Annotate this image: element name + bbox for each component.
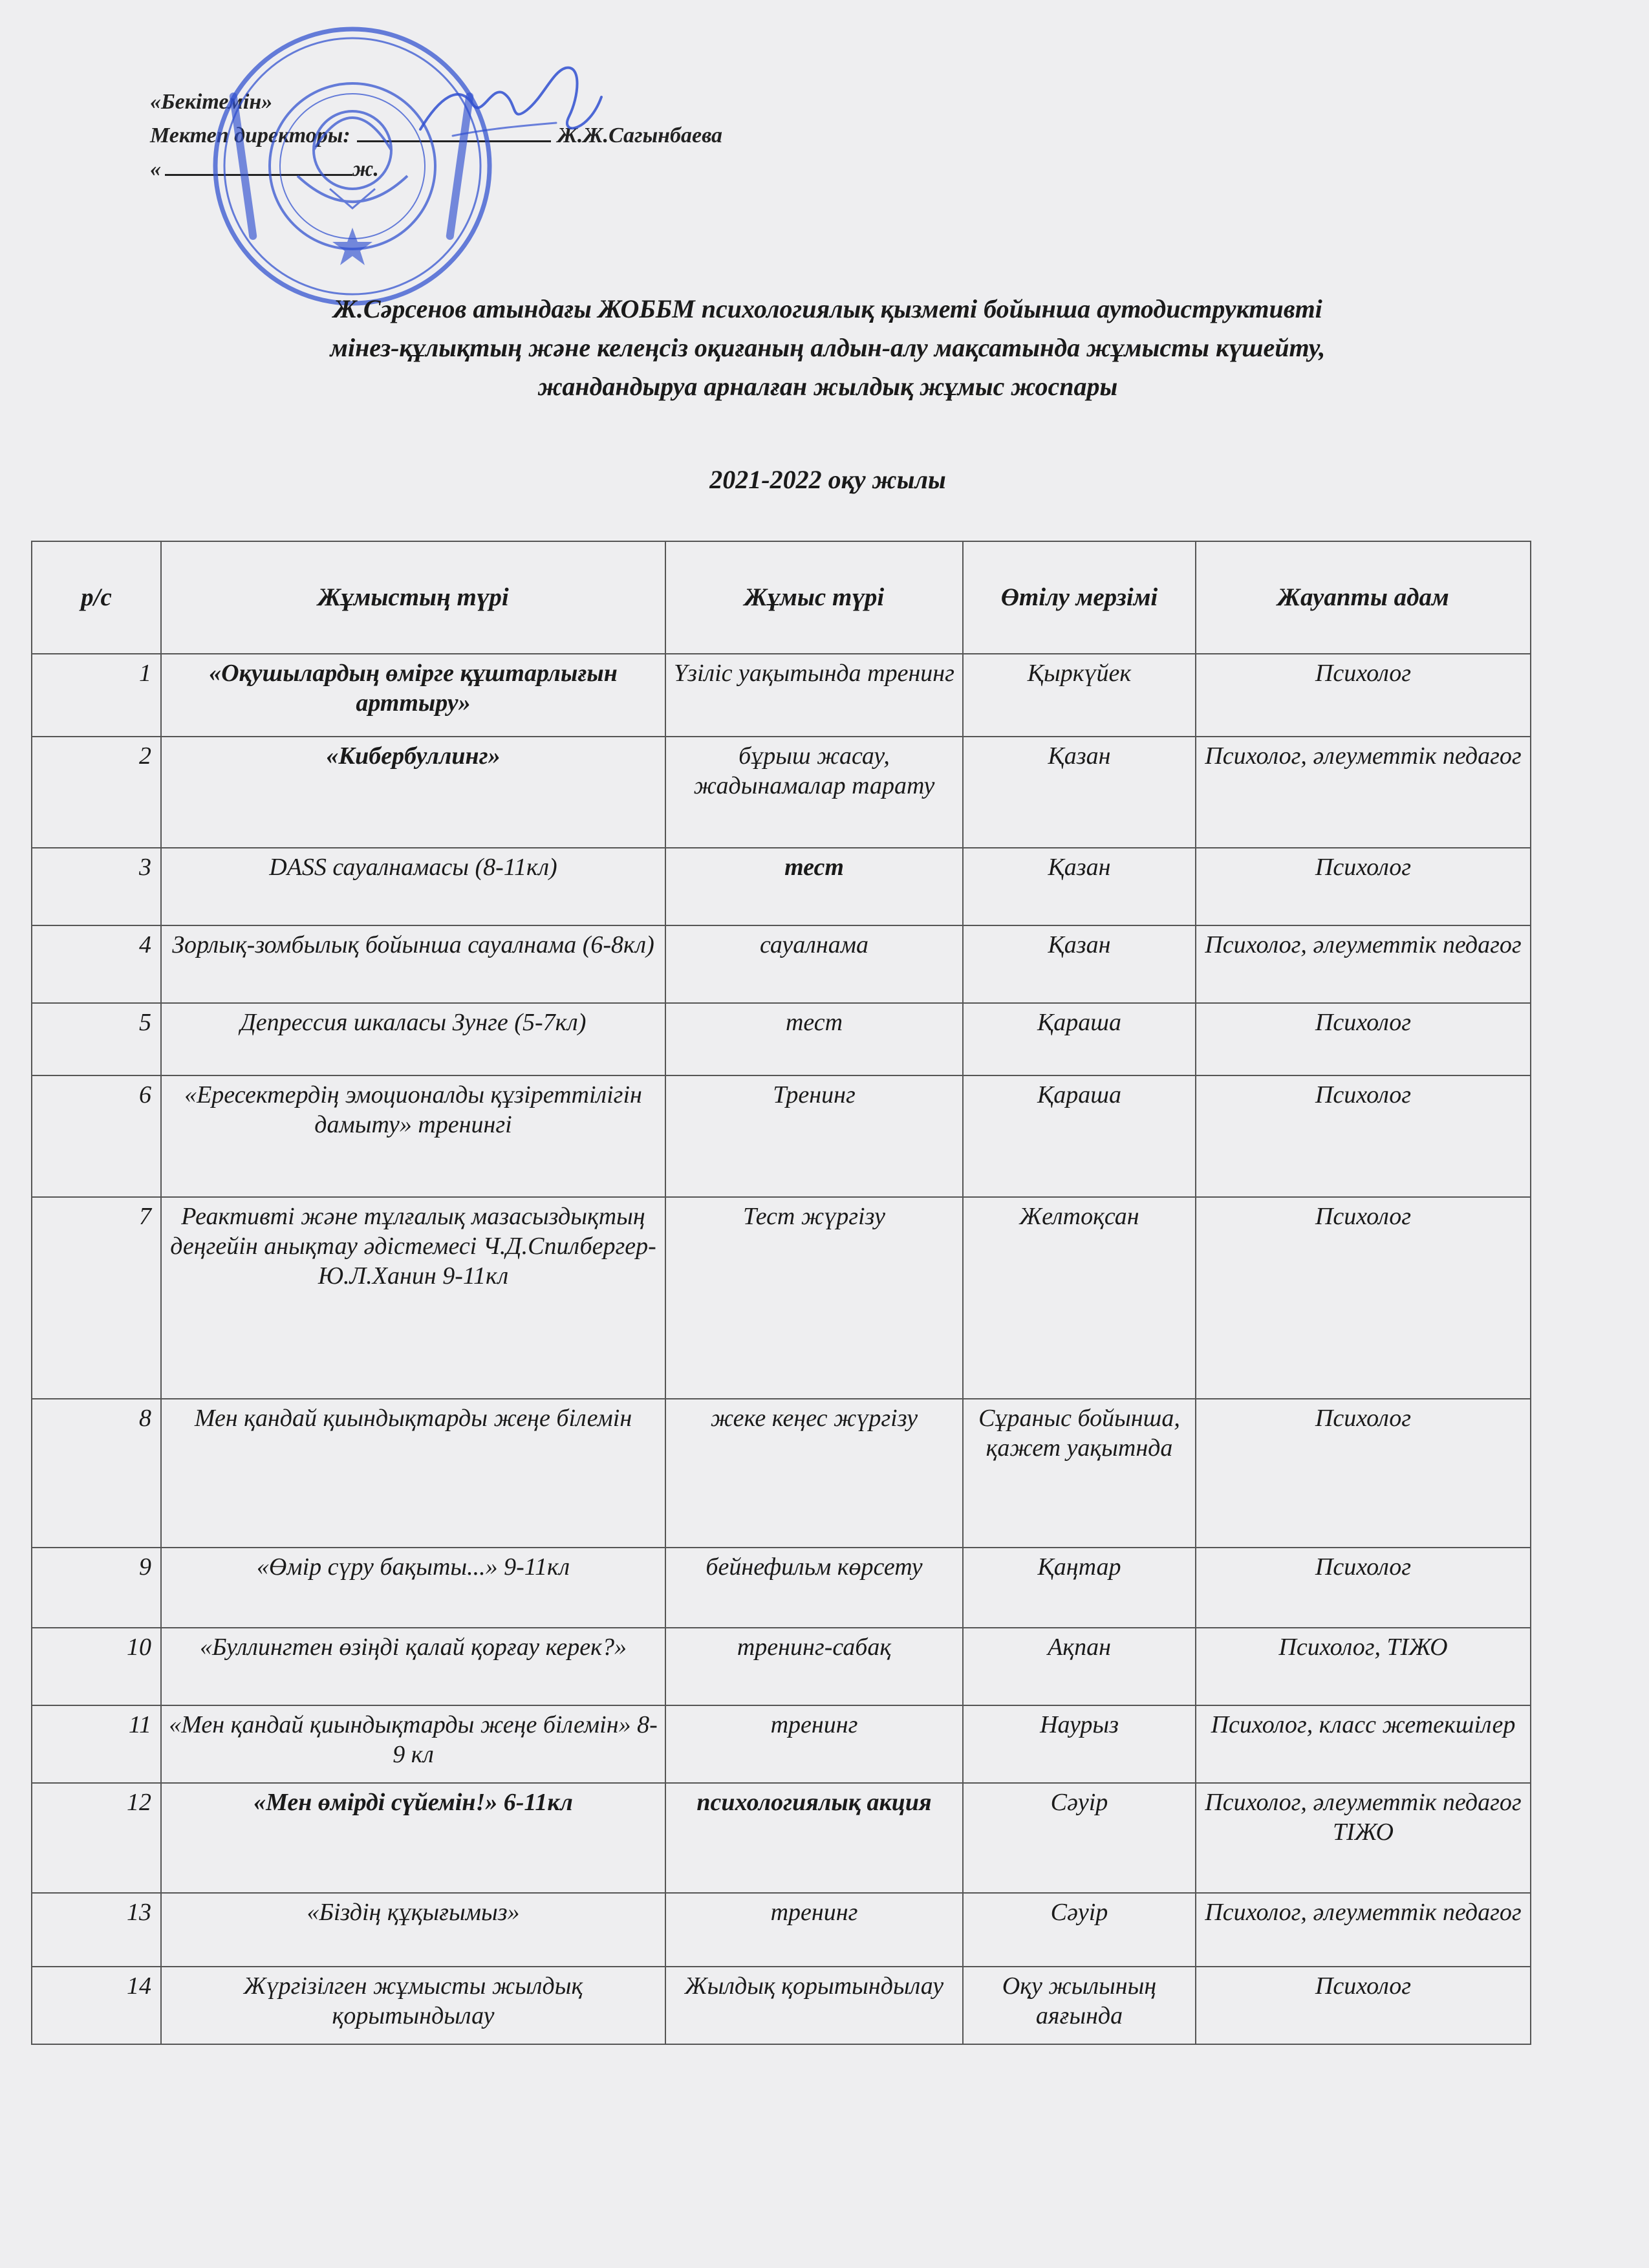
table-row — [32, 1003, 1531, 1075]
row-work-type: бұрыш жасау, жадынамалар тарату — [665, 737, 963, 848]
table-row — [32, 1967, 1531, 2044]
table-row — [32, 848, 1531, 925]
row-responsible: Психолог, әлеуметтік педагог — [1196, 1893, 1531, 1967]
row-work-type: тренинг — [665, 1893, 963, 1967]
row-work-type: бейнефильм көрсету — [665, 1548, 963, 1628]
row-number: 5 — [32, 1003, 161, 1075]
row-period: Желтоқсан — [963, 1197, 1196, 1399]
work-plan-table — [31, 541, 1531, 2045]
row-activity: Депрессия шкаласы Зунге (5-7кл) — [161, 1003, 665, 1075]
row-work-type: тест — [665, 1003, 963, 1075]
title-line-1: Ж.Сәрсенов атындағы ЖОББМ психологиялық қызметі бойынша аутодиструктивті — [333, 294, 1322, 323]
row-activity: Реактивті және тұлғалық мазасыздықтың деңгейін анықтау әдістемесі Ч.Д.Спилбергер-Ю.Л.Ханин 9-11кл — [161, 1197, 665, 1399]
table-row — [32, 1783, 1531, 1893]
row-number: 4 — [32, 925, 161, 1003]
row-work-type: жеке кеңес жүргізу — [665, 1399, 963, 1548]
row-period: Қазан — [963, 737, 1196, 848]
row-period: Қараша — [963, 1003, 1196, 1075]
row-responsible: Психолог — [1196, 654, 1531, 737]
row-activity: «Мен өмірді сүйемін!» 6-11кл — [161, 1783, 665, 1893]
row-responsible: Психолог — [1196, 1197, 1531, 1399]
table-row — [32, 1705, 1531, 1783]
row-responsible: Психолог, класс жетекшілер — [1196, 1705, 1531, 1783]
row-period: Қаңтар — [963, 1548, 1196, 1628]
handwritten-signature — [414, 58, 608, 155]
header-number: р/с — [32, 541, 161, 654]
row-number: 11 — [32, 1705, 161, 1783]
row-activity: Жүргізілген жұмысты жылдық қорытындылау — [161, 1967, 665, 2044]
row-activity: «Біздің құқығымыз» — [161, 1893, 665, 1967]
approval-heading: «Бекітемін» — [150, 90, 273, 114]
table-row — [32, 1548, 1531, 1628]
row-period: Ақпан — [963, 1628, 1196, 1705]
table-row — [32, 925, 1531, 1003]
row-period: Қазан — [963, 925, 1196, 1003]
table-row — [32, 1399, 1531, 1548]
director-name: Ж.Ж.Сагынбаева — [557, 124, 723, 147]
row-responsible: Психолог, әлеуметтік педагог ТІЖО — [1196, 1783, 1531, 1893]
row-responsible: Психолог, ТІЖО — [1196, 1628, 1531, 1705]
header-activity: Жұмыстың түрі — [161, 541, 665, 654]
row-period: Наурыз — [963, 1705, 1196, 1783]
row-responsible: Психолог — [1196, 1399, 1531, 1548]
table-row — [32, 737, 1531, 848]
row-work-type: тренинг — [665, 1705, 963, 1783]
row-responsible: Психолог — [1196, 1548, 1531, 1628]
row-period: Сәуір — [963, 1783, 1196, 1893]
table-row — [32, 1075, 1531, 1197]
header-responsible: Жауапты адам — [1196, 541, 1531, 654]
row-number: 6 — [32, 1075, 161, 1197]
row-activity: «Ересектердің эмоционалды құзіреттілігін дамыту» тренингі — [161, 1075, 665, 1197]
row-number: 12 — [32, 1783, 161, 1893]
row-activity: Зорлық-зомбылық бойынша сауалнама (6-8кл) — [161, 925, 665, 1003]
row-work-type: сауалнама — [665, 925, 963, 1003]
row-number: 14 — [32, 1967, 161, 2044]
table-header-row — [32, 541, 1531, 654]
title-line-2: мінез-құлықтың және келеңсіз оқиғаның алдын-алу мақсатында жұмысты күшейту, — [330, 333, 1326, 362]
row-work-type: Тест жүргізу — [665, 1197, 963, 1399]
row-number: 10 — [32, 1628, 161, 1705]
row-number: 1 — [32, 654, 161, 737]
row-responsible: Психолог, әлеуметтік педагог — [1196, 737, 1531, 848]
table-row — [32, 1628, 1531, 1705]
row-activity: «Буллингтен өзіңді қалай қорғау керек?» — [161, 1628, 665, 1705]
row-responsible: Психолог — [1196, 1075, 1531, 1197]
row-period: Қараша — [963, 1075, 1196, 1197]
row-work-type: Тренинг — [665, 1075, 963, 1197]
row-period: Сәуір — [963, 1893, 1196, 1967]
header-work-type: Жұмыс түрі — [665, 541, 963, 654]
row-responsible: Психолог, әлеуметтік педагог — [1196, 925, 1531, 1003]
row-number: 2 — [32, 737, 161, 848]
row-activity: «Мен қандай қиындықтарды жеңе білемін» 8-9 кл — [161, 1705, 665, 1783]
document-title — [168, 290, 1487, 406]
title-line-3: жандандыруа арналған жылдық жұмыс жоспары — [537, 372, 1118, 401]
row-number: 9 — [32, 1548, 161, 1628]
row-number: 7 — [32, 1197, 161, 1399]
row-work-type: тест — [665, 848, 963, 925]
table-row — [32, 654, 1531, 737]
row-activity: «Кибербуллинг» — [161, 737, 665, 848]
row-period: Қазан — [963, 848, 1196, 925]
header-period: Өтілу мерзімі — [963, 541, 1196, 654]
row-period: Қыркүйек — [963, 654, 1196, 737]
row-number: 8 — [32, 1399, 161, 1548]
row-period: Сұраныс бойынша, қажет уақытнда — [963, 1399, 1196, 1548]
date-suffix: ж. — [352, 157, 379, 181]
date-open-quote: « — [150, 157, 161, 181]
row-number: 3 — [32, 848, 161, 925]
table-row — [32, 1197, 1531, 1399]
row-work-type: Жылдық қорытындылау — [665, 1967, 963, 2044]
director-label: Мектеп директоры: — [150, 124, 350, 147]
row-activity: Мен қандай қиындықтарды жеңе білемін — [161, 1399, 665, 1548]
row-work-type: тренинг-сабақ — [665, 1628, 963, 1705]
row-work-type: Үзіліс уақытында тренинг — [665, 654, 963, 737]
row-responsible: Психолог — [1196, 1003, 1531, 1075]
academic-year: 2021-2022 оқу жылы — [709, 465, 946, 494]
row-period: Оқу жылының аяғында — [963, 1967, 1196, 2044]
row-activity: «Оқушылардың өмірге құштарлығын арттыру» — [161, 654, 665, 737]
row-activity: «Өмір сүру бақыты...» 9-11кл — [161, 1548, 665, 1628]
row-work-type: психологиялық акция — [665, 1783, 963, 1893]
table-row — [32, 1893, 1531, 1967]
row-number: 13 — [32, 1893, 161, 1967]
row-responsible: Психолог — [1196, 848, 1531, 925]
row-responsible: Психолог — [1196, 1967, 1531, 2044]
row-activity: DASS сауалнамасы (8-11кл) — [161, 848, 665, 925]
